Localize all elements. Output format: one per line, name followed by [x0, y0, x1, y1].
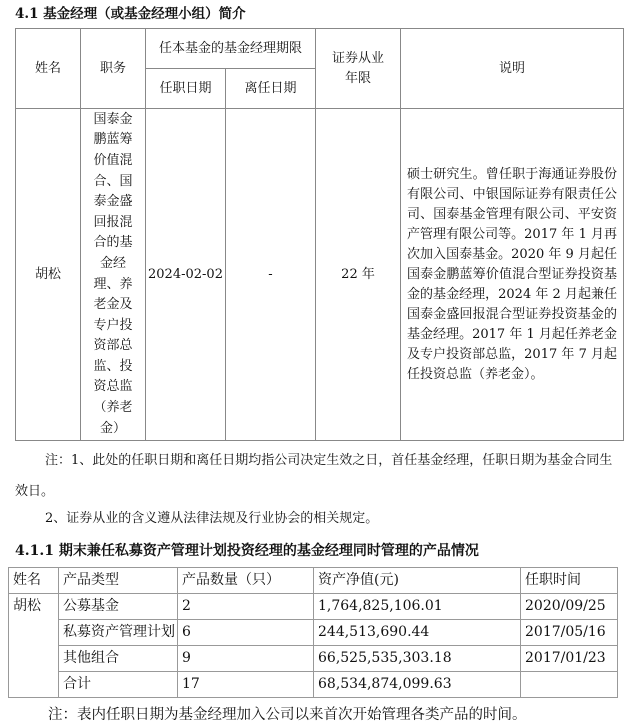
product-nav: 1,764,825,106.01 — [314, 594, 521, 620]
table-row — [16, 109, 624, 441]
manager-name: 胡松 — [16, 109, 81, 441]
product-date: 2017/05/16 — [521, 620, 618, 646]
product-count: 17 — [178, 672, 314, 698]
header-name: 姓名 — [9, 568, 59, 594]
header-count: 产品数量（只） — [178, 568, 314, 594]
product-type: 其他组合 — [59, 646, 178, 672]
product-count: 9 — [178, 646, 314, 672]
header-start: 任职日期 — [146, 69, 226, 109]
description: 硕士研究生。曾任职于海通证券股份有限公司、中银国际证券有限责任公司、国泰基金管理有限公司、平安资产管理有限公司等。2017 年 1 月再次加入国泰基金。2020 年 9 月起任国泰金鹏蓝筹价值混合型证券投资基金的基金经理，2024 年 2 月起兼任国泰金盛回报混合型证券投资基金的基金经理。2017 年 1 月起任养老金及专户投资部总监，2017 年 7 月起任投资总监（养老金）。 — [401, 109, 624, 441]
note-2: 2、证券从业的含义遵从法律法规及行业协会的相关规定。 — [45, 511, 379, 526]
fund-manager-table — [15, 28, 624, 441]
table-row — [9, 620, 618, 646]
product-nav: 66,525,535,303.18 — [314, 646, 521, 672]
header-desc: 说明 — [401, 29, 624, 109]
product-type: 合计 — [59, 672, 178, 698]
product-nav: 68,534,874,099.63 — [314, 672, 521, 698]
products-table — [8, 567, 618, 698]
manager-name: 胡松 — [9, 594, 59, 698]
product-count: 2 — [178, 594, 314, 620]
product-date — [521, 672, 618, 698]
header-date: 任职时间 — [521, 568, 618, 594]
product-nav: 244,513,690.44 — [314, 620, 521, 646]
header-type: 产品类型 — [59, 568, 178, 594]
manager-position: 国泰金鹏蓝筹价值混合、国泰金盛回报混合的基金经理、养老金及专户投资部总监、投资总监（养老金） — [81, 109, 146, 441]
table-row-total — [9, 672, 618, 698]
header-end: 离任日期 — [226, 69, 316, 109]
header-nav: 资产净值(元) — [314, 568, 521, 594]
product-date: 2020/09/25 — [521, 594, 618, 620]
header-tenure: 任本基金的基金经理期限 — [146, 29, 316, 69]
table-row — [9, 594, 618, 620]
product-count: 6 — [178, 620, 314, 646]
section-title: 4.1 基金经理（或基金经理小组）简介 — [15, 6, 246, 22]
header-years: 证券从业年限 — [316, 29, 401, 109]
start-date: 2024-02-02 — [146, 109, 226, 441]
subsection-title: 4.1.1 期末兼任私募资产管理计划投资经理的基金经理同时管理的产品情况 — [15, 543, 479, 559]
product-type: 公募基金 — [59, 594, 178, 620]
product-type: 私募资产管理计划 — [59, 620, 178, 646]
note-1: 注：1、此处的任职日期和离任日期均指公司决定生效之日，首任基金经理，任职日期为基金合同生效日。 — [15, 453, 613, 499]
years: 22 年 — [316, 109, 401, 441]
header-name: 姓名 — [16, 29, 81, 109]
table-row — [9, 646, 618, 672]
table-header-row — [9, 568, 618, 594]
header-position: 职务 — [81, 29, 146, 109]
footnote: 注：表内任职日期为基金经理加入公司以来首次开始管理各类产品的时间。 — [48, 707, 527, 723]
product-date: 2017/01/23 — [521, 646, 618, 672]
end-date: - — [226, 109, 316, 441]
